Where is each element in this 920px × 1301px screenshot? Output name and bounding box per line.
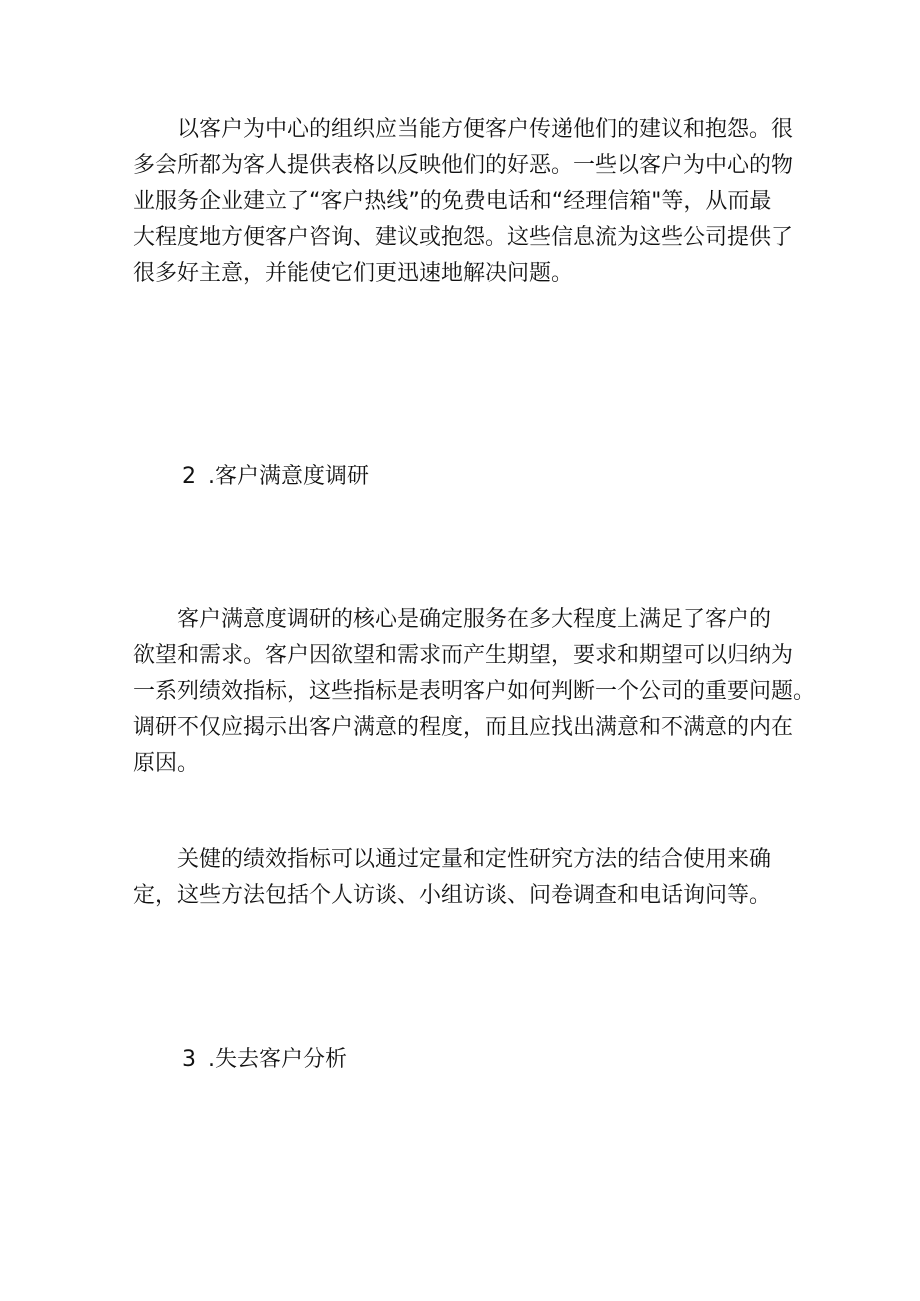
section-heading-satisfaction-survey bbox=[182, 459, 369, 495]
paragraph-line: 调研不仅应揭示出客户满意的程度，而且应找出满意和不满意的内在 bbox=[133, 715, 794, 740]
paragraph-line: 一系列绩效指标，这些指标是表明客户如何判断一个公司的重要问题。 bbox=[133, 679, 816, 704]
paragraph-line: 多会所都为客人提供表格以反映他们的好恶。一些以客户为中心的物 bbox=[133, 153, 794, 178]
section-heading-lost-customer-analysis bbox=[182, 1042, 347, 1078]
section-title: .客户满意度调研 bbox=[208, 464, 369, 489]
paragraph-line: 以客户为中心的组织应当能方便客户传递他们的建议和抱怨。很 bbox=[133, 117, 794, 142]
paragraph-line: 关健的绩效指标可以通过定量和定性研究方法的结合使用来确 bbox=[133, 847, 772, 872]
paragraph-line: 原因。 bbox=[133, 751, 200, 776]
section-title: .失去客户分析 bbox=[208, 1047, 347, 1072]
paragraph-line: 定，这些方法包括个人访谈、小组访谈、问卷调查和电话询问等。 bbox=[133, 883, 772, 908]
section-number: 3 bbox=[182, 1047, 196, 1072]
paragraph-line: 业服务企业建立了“客户热线”的免费电话和“经理信箱"等，从而最 bbox=[133, 189, 772, 214]
paragraph-line: 客户满意度调研的核心是确定服务在多大程度上满足了客户的 bbox=[133, 607, 772, 632]
paragraph-line: 欲望和需求。客户因欲望和需求而产生期望，要求和期望可以归纳为 bbox=[133, 643, 794, 668]
paragraph-line: 很多好主意，并能使它们更迅速地解决问题。 bbox=[133, 261, 574, 286]
paragraph-line: 大程度地方便客户咨询、建议或抱怨。这些信息流为这些公司提供了 bbox=[133, 225, 794, 250]
paragraph-satisfaction-survey bbox=[133, 602, 816, 782]
paragraph-kpi-methods bbox=[133, 842, 803, 914]
paragraph-customer-feedback bbox=[133, 112, 803, 292]
section-number: 2 bbox=[182, 464, 196, 489]
